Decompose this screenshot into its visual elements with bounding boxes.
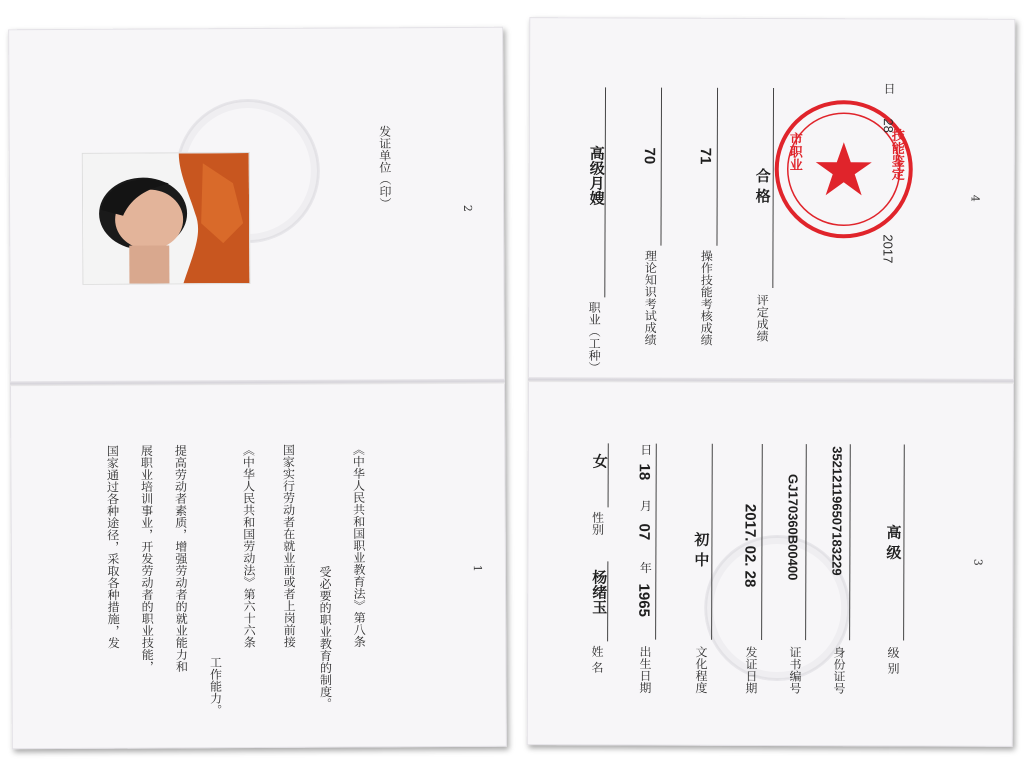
seal-lettering-1: 市职业 [786,132,802,172]
evaluation-label: 评定成绩 [755,293,770,342]
issue-date-day-unit: 日 [882,82,897,95]
dob-month: 07 [635,523,653,541]
law-line-4: 工作能力。 [208,656,223,717]
page-number-1: 1 [470,564,484,572]
name-value: 杨绪玉 [590,569,609,615]
right-sheet [527,17,1016,747]
dob-year-unit: 年 [638,561,653,574]
issue-date-label: 发证日期 [743,645,759,694]
law-line-8: 《中华人民共和国职业教育法》第八条 [351,443,367,648]
theory-score-value: 70 [640,147,658,165]
left-bottom-page [10,385,507,750]
gender-label: 性别 [590,511,605,536]
education-value: 初 中 [692,531,711,568]
theory-underline [660,88,662,246]
law-line-6: 国家实行劳动者在就业前或者上岗前接 [281,443,297,648]
cert-number-label: 证书编号 [787,646,803,695]
dob-month-unit: 月 [638,499,653,512]
portrait-image [83,153,250,284]
seal-lettering-2: 技能鉴定 [888,128,904,181]
law-line-5: 《中华人民共和国劳动法》第六十六条 [241,444,257,649]
dob-year: 1965 [635,583,653,617]
holder-photo [82,152,251,285]
law-line-3: 提高劳动者素质，增强劳动者的就业能力和 [173,444,189,673]
id-number-underline [849,444,851,640]
cert-number-value: GJ170360B00400 [785,474,801,581]
level-value: 高 级 [884,524,903,560]
law-line-2: 展职业培训事业，开发劳动者的职业技能， [139,444,155,673]
right-bottom-page [527,383,1014,747]
law-line-7: 受必要的职业教育的制度。 [317,565,333,710]
embossed-seal-right [705,536,850,681]
page-number-3: 3 [971,558,985,566]
name-label: 姓 名 [589,645,605,674]
id-number-value: 352121196507183229 [829,446,845,576]
right-top-page [528,17,1015,377]
gender-value: 女 [590,453,609,469]
law-line-1: 国家通过各种途径，采取各种措施，发 [105,444,121,649]
theory-score-label: 理论知识考试成绩 [643,249,658,346]
id-number-label: 身份证号 [831,646,847,695]
left-top-page [8,27,505,382]
evaluation-value: 合 格 [753,167,772,204]
issue-date-day: 28 [880,118,896,133]
level-label: 级 别 [885,646,901,675]
issue-date-year: 2017 [880,234,896,264]
occupation-value: 高级月嫂 [587,145,606,206]
education-label: 文化程度 [693,645,709,694]
dob-label: 出生日期 [637,645,653,694]
occupation-label: 职业（工种） [587,301,602,374]
left-sheet [8,27,507,750]
dob-day-unit: 日 [638,443,653,456]
skill-score-label: 操作技能考核成绩 [699,249,714,346]
page-number-2: 2 [461,204,475,212]
skill-score-value: 71 [696,147,714,165]
issuer-label: 发证单位（印） [377,125,393,210]
page-number-4: 4 [968,194,982,202]
skill-underline [716,88,718,246]
dob-day: 18 [635,463,653,481]
issue-date-value: 2017. 02. 28 [741,503,759,588]
dob-underline [655,444,657,640]
